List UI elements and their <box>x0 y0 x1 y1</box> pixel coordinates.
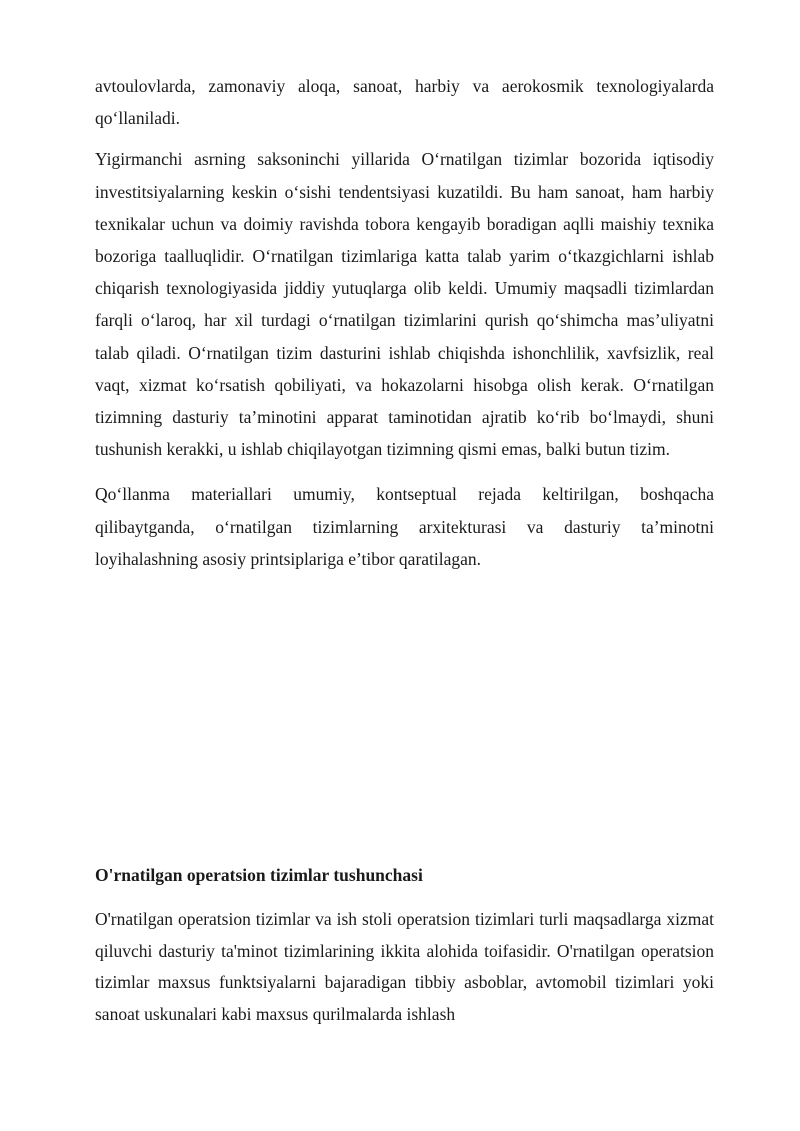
section-body <box>95 904 714 1043</box>
section-paragraph: O'rnatilgan operatsion tizimlar va ish stoli operatsion tizimlari turli maqsadlarga xizmat qiluvchi dasturiy ta'minot tizimlarining ikkita alohida toifasidir. O'rnatilgan operatsion tizimlar maxsus funktsiyalarni bajaradigan tibbiy asboblar, avtomobil tizimlari yoki sanoat uskunalari kabi maxsus qurilmalarda ishlash <box>95 909 714 1024</box>
paragraph-1: avtoulovlarda, zamonaviy aloqa, sanoat, harbiy va aerokosmik texnologiyalarda qo‘llaniladi. <box>95 76 714 129</box>
section-heading: O'rnatilgan operatsion tizimlar tushunchasi <box>95 865 423 885</box>
document-body <box>95 70 714 588</box>
paragraph-2: Yigirmanchi asrning saksoninchi yillarida O‘rnatilgan tizimlar bozorida iqtisodiy investitsiyalarning keskin o‘sishi tendentsiyasi kuzatildi. Bu ham sanoat, ham harbiy texnikalar uchun va doimiy ravishda tobora kengayib boradigan aqlli maishiy texnika bozoriga taalluqlidir. O‘rnatilgan tizimlariga katta talab yarim o‘tkazgichlarni ishlab chiqarish texnologiyasida jiddiy yutuqlarga olib keldi. Umumiy maqsadli tizimlardan farqli o‘laroq, har xil turdagi o‘rnatilgan tizimlarini qurish qo‘shimcha mas’uliyatni talab qiladi. O‘rnatilgan tizim dasturini ishlab chiqishda ishonchlilik, xavfsizlik, real vaqt, xizmat ko‘rsatish qobiliyati, va hokazolarni hisobga olish kerak. O‘rnatilgan tizimning dasturiy ta’minotini apparat taminotidan ajratib ko‘rib bo‘lmaydi, shuni tushunish kerakki, u ishlab chiqilayotgan tizimning qismi emas, balki butun tizim. <box>95 149 714 460</box>
paragraph-3: Qo‘llanma materiallari umumiy, kontseptual rejada keltirilgan, boshqacha qilibaytganda, o‘rnatilgan tizimlarning arxitekturasi va dasturiy ta’minotni loyihalashning asosiy printsiplariga e’tibor qaratilagan. <box>95 484 714 569</box>
